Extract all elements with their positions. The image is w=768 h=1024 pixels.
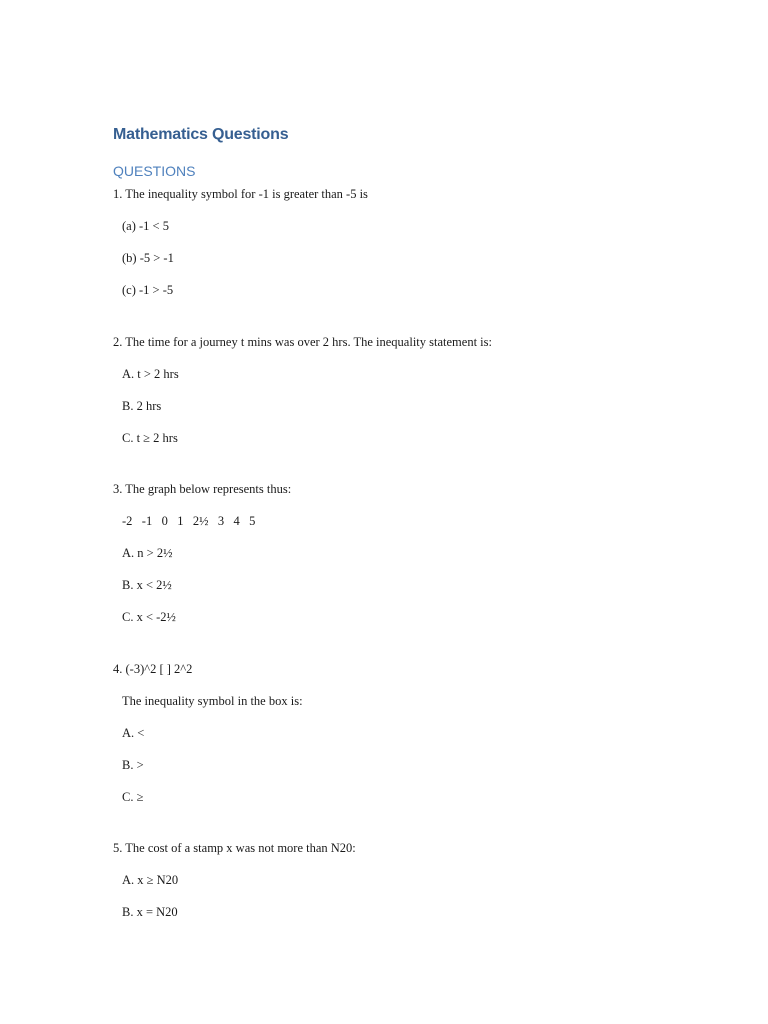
question-5-option-a: A. x ≥ N20 xyxy=(122,873,179,887)
question-4-option-a: A. < xyxy=(122,726,145,740)
question-4-prompt: The inequality symbol in the box is: xyxy=(122,694,303,708)
question-2-option-b: B. 2 hrs xyxy=(122,399,162,413)
section-heading: QUESTIONS xyxy=(113,163,196,179)
question-1-stem: 1. The inequality symbol for -1 is greater than -5 is xyxy=(113,187,368,201)
question-2-stem: 2. The time for a journey t mins was over 2 hrs. The inequality statement is: xyxy=(113,335,492,349)
question-4-option-c: C. ≥ xyxy=(122,790,144,804)
question-4-stem: 4. (-3)^2 [ ] 2^2 xyxy=(113,662,193,676)
question-5-stem: 5. The cost of a stamp x was not more than N20: xyxy=(113,841,356,855)
question-2-option-c: C. t ≥ 2 hrs xyxy=(122,431,178,445)
question-3-number-line: -2 -1 0 1 2½ 3 4 5 xyxy=(122,514,256,528)
question-1-option-a: (a) -1 < 5 xyxy=(122,219,169,233)
question-1-option-c: (c) -1 > -5 xyxy=(122,283,174,297)
question-3-stem: 3. The graph below represents thus: xyxy=(113,482,292,496)
question-3-option-c: C. x < -2½ xyxy=(122,610,176,624)
question-1-option-b: (b) -5 > -1 xyxy=(122,251,174,265)
question-3-option-a: A. n > 2½ xyxy=(122,546,173,560)
question-2-option-a: A. t > 2 hrs xyxy=(122,367,179,381)
document-title: Mathematics Questions xyxy=(113,126,289,143)
question-4-option-b: B. > xyxy=(122,758,144,772)
question-5-option-b: B. x = N20 xyxy=(122,905,178,919)
question-3-option-b: B. x < 2½ xyxy=(122,578,172,592)
